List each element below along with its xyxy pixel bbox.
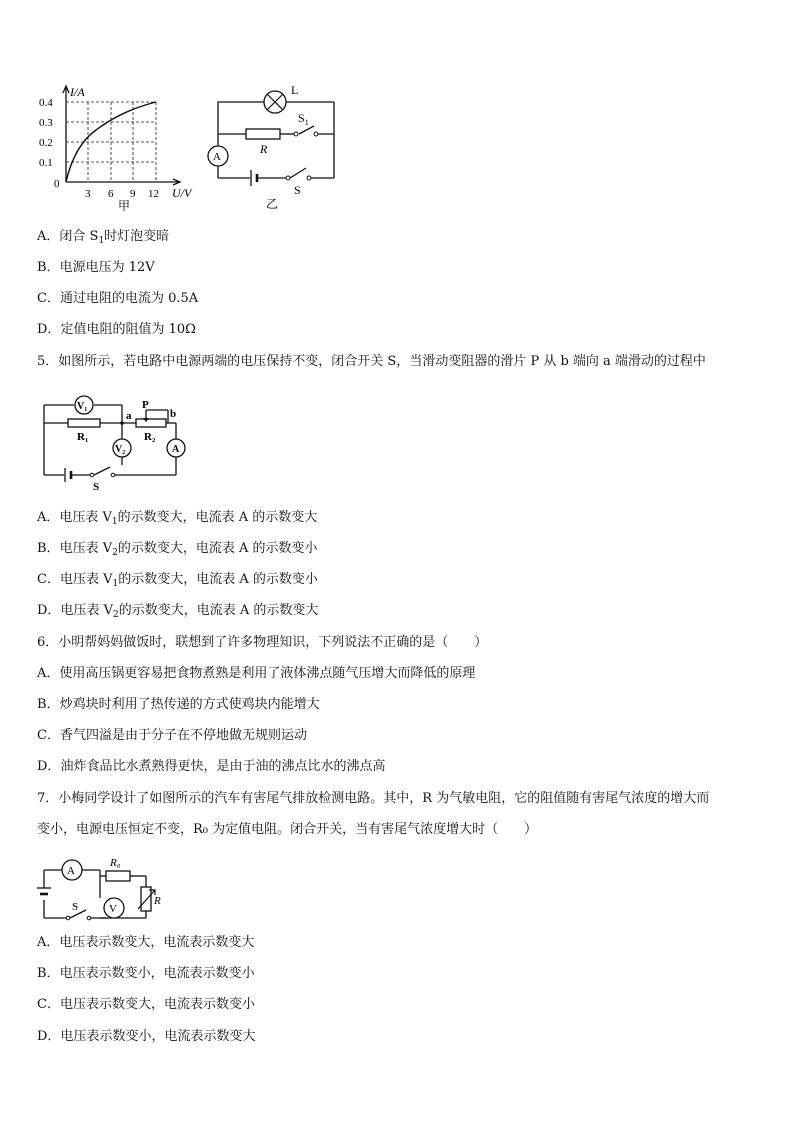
- option-label: B．: [37, 541, 60, 556]
- switch-label: S: [294, 183, 301, 197]
- graph-x-tick: 12: [148, 188, 159, 200]
- option-label: D．: [37, 322, 61, 337]
- option-text: 使用高压锅更容易把食物煮熟是利用了液体沸点随气压增大而降低的原理: [59, 666, 476, 681]
- option-subscript: 2: [112, 610, 119, 620]
- resistor-r0-icon: [106, 871, 130, 881]
- q7-option-a[interactable]: [37, 934, 254, 952]
- q6-option-c[interactable]: [37, 727, 307, 745]
- resistor-r1-icon: [68, 419, 100, 427]
- option-label: A．: [37, 510, 60, 525]
- q4-option-c[interactable]: [37, 290, 198, 308]
- ammeter-label: A: [172, 444, 180, 455]
- switch-label: S: [72, 901, 79, 913]
- q4-option-a[interactable]: [37, 228, 169, 250]
- r2-label: R₂: [144, 431, 156, 443]
- q5-stem: [37, 353, 706, 371]
- q7-stem-line1: [37, 790, 709, 808]
- option-text: 电压表 V: [60, 603, 113, 618]
- v1-label: V₁: [77, 401, 88, 412]
- option-label: C．: [37, 728, 60, 743]
- graph-caption: 甲: [118, 199, 131, 212]
- option-text: 的示数变大，电流表 A 的示数变小: [118, 572, 318, 587]
- option-label: D．: [37, 759, 61, 774]
- option-text: 电压表 V: [59, 510, 112, 525]
- question-number: 6．: [37, 635, 59, 650]
- option-text: 通过电阻的电流为 0.5A: [59, 291, 199, 306]
- option-subscript: 1: [98, 236, 105, 246]
- question-text: 变小，电源电压恒定不变，R₀ 为定值电阻。闭合开关，当有害尾气浓度增大时（ ）: [37, 822, 538, 837]
- resistor-label: R: [260, 142, 268, 156]
- option-label: D．: [37, 1029, 61, 1044]
- option-text: 的示数变大，电流表 A 的示数变小: [117, 541, 318, 556]
- rheostat-circuit-figure: [38, 393, 198, 493]
- terminal-b-label: b: [170, 408, 177, 420]
- option-text: 电压表示数变大，电流表示数变小: [59, 997, 255, 1012]
- question-number: 7．: [37, 791, 59, 806]
- graph-y-tick: 0.2: [39, 137, 53, 149]
- graph-x-tick: 6: [108, 188, 114, 200]
- slider-p-label: P: [142, 399, 149, 411]
- q7-option-c[interactable]: [37, 996, 255, 1014]
- question-number: 5．: [37, 354, 59, 369]
- q4-option-b[interactable]: [37, 259, 155, 277]
- graph-x-tick: 9: [130, 188, 136, 200]
- option-label: D．: [37, 603, 61, 618]
- option-text: 定值电阻的阻值为 10Ω: [60, 322, 196, 337]
- q5-option-b[interactable]: [37, 540, 317, 562]
- switch1-label: $S_1$: [298, 111, 309, 127]
- graph-grid: [66, 102, 156, 182]
- gas-sensor-circuit-figure: [36, 846, 166, 926]
- option-text: 时灯泡变暗: [104, 229, 170, 244]
- r0-label: R₀: [110, 857, 121, 869]
- graph-x-tick: 3: [85, 188, 91, 200]
- option-label: B．: [37, 260, 60, 275]
- q7-option-b[interactable]: [37, 965, 255, 983]
- option-subscript: 2: [112, 548, 118, 558]
- question-text: 小明帮妈妈做饭时，联想到了许多物理知识，下列说法不正确的是（ ）: [58, 635, 488, 650]
- q6-option-a[interactable]: [37, 665, 475, 683]
- option-text: 香气四溢是由于分子在不停地做无规则运动: [59, 728, 307, 743]
- question-text: 小梅同学设计了如图所示的汽车有害尾气排放检测电路。其中，R 为气敏电阻，它的阻值随有害尾气浓度的增大而: [58, 791, 710, 806]
- graph-origin-label: 0: [54, 178, 60, 190]
- option-label: C．: [37, 997, 60, 1012]
- v2-label: V₂: [115, 444, 126, 455]
- question-text: 如图所示，若电路中电源两端的电压保持不变，闭合开关 S，当滑动变阻器的滑片 P 从 b 端向 a 端滑动的过程中: [58, 354, 706, 369]
- rheostat-r2-icon: [136, 419, 166, 427]
- ammeter-label: A: [67, 865, 75, 877]
- option-label: C．: [37, 291, 60, 306]
- q6-stem: [37, 634, 487, 652]
- option-text: 电压表示数变小，电流表示数变小: [59, 966, 255, 981]
- r-label: R: [154, 895, 161, 907]
- option-text: 闭合 S: [59, 229, 99, 244]
- lamp-icon: [264, 91, 286, 113]
- q5-option-c[interactable]: [37, 571, 318, 593]
- circuit-caption: 乙: [266, 197, 279, 211]
- iu-graph-figure: [36, 82, 206, 212]
- option-text: 油炸食品比水煮熟得更快，是由于油的沸点比水的沸点高: [60, 759, 386, 774]
- graph-y-tick: 0.3: [39, 117, 53, 129]
- graph-y-tick: 0.4: [39, 97, 53, 109]
- q5-option-a[interactable]: [37, 509, 317, 531]
- q6-option-d[interactable]: [37, 758, 385, 776]
- option-label: B．: [37, 697, 60, 712]
- graph-y-axis-label: I/A: [70, 85, 85, 99]
- q6-option-b[interactable]: [37, 696, 320, 714]
- option-text: 炒鸡块时利用了热传递的方式使鸡块内能增大: [59, 697, 320, 712]
- option-label: A．: [37, 935, 60, 950]
- graph-x-axis-label: U/V: [172, 186, 192, 200]
- q7-option-d[interactable]: [37, 1028, 255, 1046]
- option-text: 电压表 V: [59, 541, 113, 556]
- option-text: 电压表 V: [59, 572, 113, 587]
- option-text: 电源电压为 12V: [59, 260, 155, 275]
- graph-y-tick: 0.1: [39, 157, 53, 169]
- ammeter-label: A: [213, 151, 221, 163]
- option-label: C．: [37, 572, 60, 587]
- option-label: A．: [37, 666, 60, 681]
- lamp-label: L: [291, 83, 299, 97]
- battery-icon: [251, 170, 257, 186]
- q5-option-d[interactable]: [37, 602, 318, 624]
- option-text: 电压表示数变小，电流表示数变大: [60, 1029, 256, 1044]
- battery-icon: [37, 888, 51, 894]
- option-text: 电压表示数变大，电流表示数变大: [59, 935, 255, 950]
- option-text: 的示数变大，电流表 A 的示数变大: [118, 603, 319, 618]
- option-label: B．: [37, 966, 60, 981]
- battery-icon: [65, 468, 71, 482]
- option-label: A．: [37, 229, 60, 244]
- option-subscript: 1: [111, 517, 118, 527]
- r1-label: R₁: [77, 431, 89, 443]
- terminal-a-label: a: [126, 410, 132, 422]
- switch-label: S: [93, 481, 100, 493]
- voltmeter-label: V: [109, 903, 117, 915]
- resistor-icon: [246, 129, 280, 139]
- q7-stem-line2: [37, 821, 537, 839]
- lamp-circuit-figure: [202, 80, 347, 212]
- option-subscript: 1: [112, 579, 119, 589]
- q4-option-d[interactable]: [37, 321, 196, 339]
- option-text: 的示数变大，电流表 A 的示数变大: [117, 510, 318, 525]
